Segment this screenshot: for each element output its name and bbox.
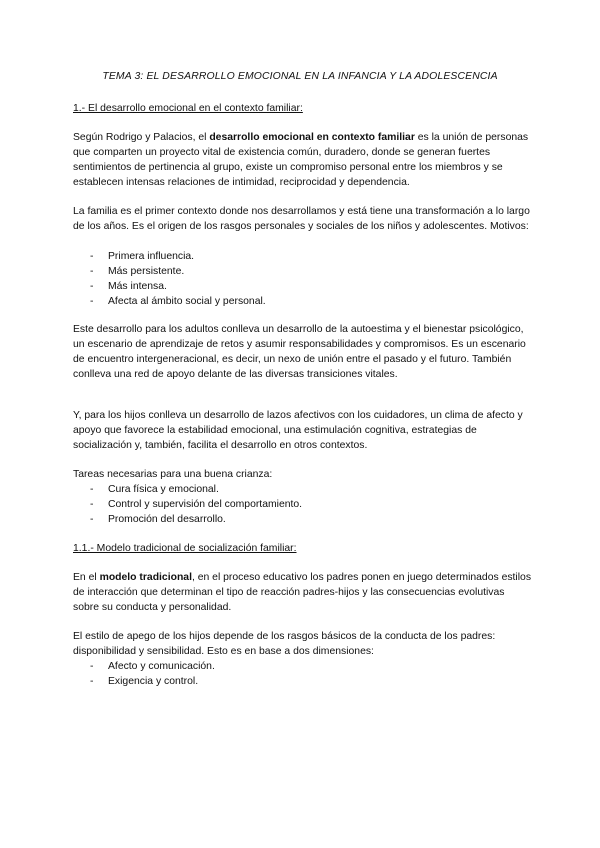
paragraph-tareas-intro: Tareas necesarias para una buena crianza: <box>73 469 273 480</box>
dash-bullet: - <box>90 499 94 510</box>
dash-bullet: - <box>90 266 94 277</box>
list-tareas <box>73 482 533 527</box>
list-item: - Más intensa. <box>90 281 167 292</box>
paragraph-modelo-start: En el <box>73 572 100 583</box>
paragraph-definicion <box>73 130 533 190</box>
dash-bullet: - <box>90 251 94 262</box>
list-item: - Más persistente. <box>90 266 185 277</box>
list-item: - Primera influencia. <box>90 251 195 262</box>
list-item: - Afecta al ámbito social y personal. <box>90 296 266 307</box>
list-item: - Promoción del desarrollo. <box>90 514 226 525</box>
list-item: - Exigencia y control. <box>90 676 199 687</box>
dash-bullet: - <box>90 484 94 495</box>
paragraph-definicion-start: Según Rodrigo y Palacios, el <box>73 132 210 143</box>
list-item: - Control y supervisión del comportamiento. <box>90 499 303 510</box>
dash-bullet: - <box>90 514 94 525</box>
dash-bullet: - <box>90 676 94 687</box>
paragraph-definicion-rest: es la unión de personas que comparten un proyecto vital de existencia común, duradero, donde se generan fuertes sentimientos de pertinencia al grupo, existe un compromiso personal entre los miembros y se establecen intensas relaciones de intimidad, reciprocidad y dependencia. <box>73 132 529 188</box>
list-item: - Cura física y emocional. <box>90 484 219 495</box>
dash-bullet: - <box>90 661 94 672</box>
term-desarrollo-emocional: desarrollo emocional en contexto familiar <box>209 132 415 143</box>
paragraph-modelo-tradicional <box>73 570 533 615</box>
paragraph-hijos: Y, para los hijos conlleva un desarrollo de lazos afectivos con los cuidadores, un clima de afecto y apoyo que favorece la estabilidad emocional, una estimulación cognitiva, estrategias de socialización y, también, facilita el desarrollo en otros contextos. <box>73 410 523 451</box>
section-heading-desarrollo-emocional: 1.- El desarrollo emocional en el contexto familiar: <box>73 103 303 114</box>
list-motivos <box>73 249 533 309</box>
section-heading-modelo-tradicional: 1.1.- Modelo tradicional de socialización familiar: <box>73 543 297 554</box>
list-dimensiones <box>73 659 533 689</box>
paragraph-familia: La familia es el primer contexto donde nos desarrollamos y está tiene una transformación a lo largo de los años. Es el origen de los rasgos personales y sociales de los niños y adolescentes. Motivos: <box>73 206 530 232</box>
dash-bullet: - <box>90 281 94 292</box>
paragraph-adultos: Este desarrollo para los adultos conlleva un desarrollo de la autoestima y el bienestar psicológico, un escenario de aprendizaje de retos y asumir responsabilidades y compromisos. Es un escenario de encuentro intergeneracional, es decir, un nexo de unión entre el pasado y el futuro. También conlleva una red de apoyo delante de las diversas transiciones vitales. <box>73 324 526 380</box>
document-title: TEMA 3: EL DESARROLLO EMOCIONAL EN LA INFANCIA Y LA ADOLESCENCIA <box>102 71 498 82</box>
paragraph-estilo-apego: El estilo de apego de los hijos depende de los rasgos básicos de la conducta de los padres: disponibilidad y sensibilidad. Esto es en base a dos dimensiones: <box>73 631 496 657</box>
term-modelo-tradicional: modelo tradicional <box>99 572 192 583</box>
list-item: - Afecto y comunicación. <box>90 661 215 672</box>
dash-bullet: - <box>90 296 94 307</box>
paragraph-modelo-rest: , en el proceso educativo los padres ponen en juego determinados estilos de interacción que determinan el tipo de reacción padres-hijos y las consecuencias evolutivas sobre su conducta y personalidad. <box>73 572 532 613</box>
